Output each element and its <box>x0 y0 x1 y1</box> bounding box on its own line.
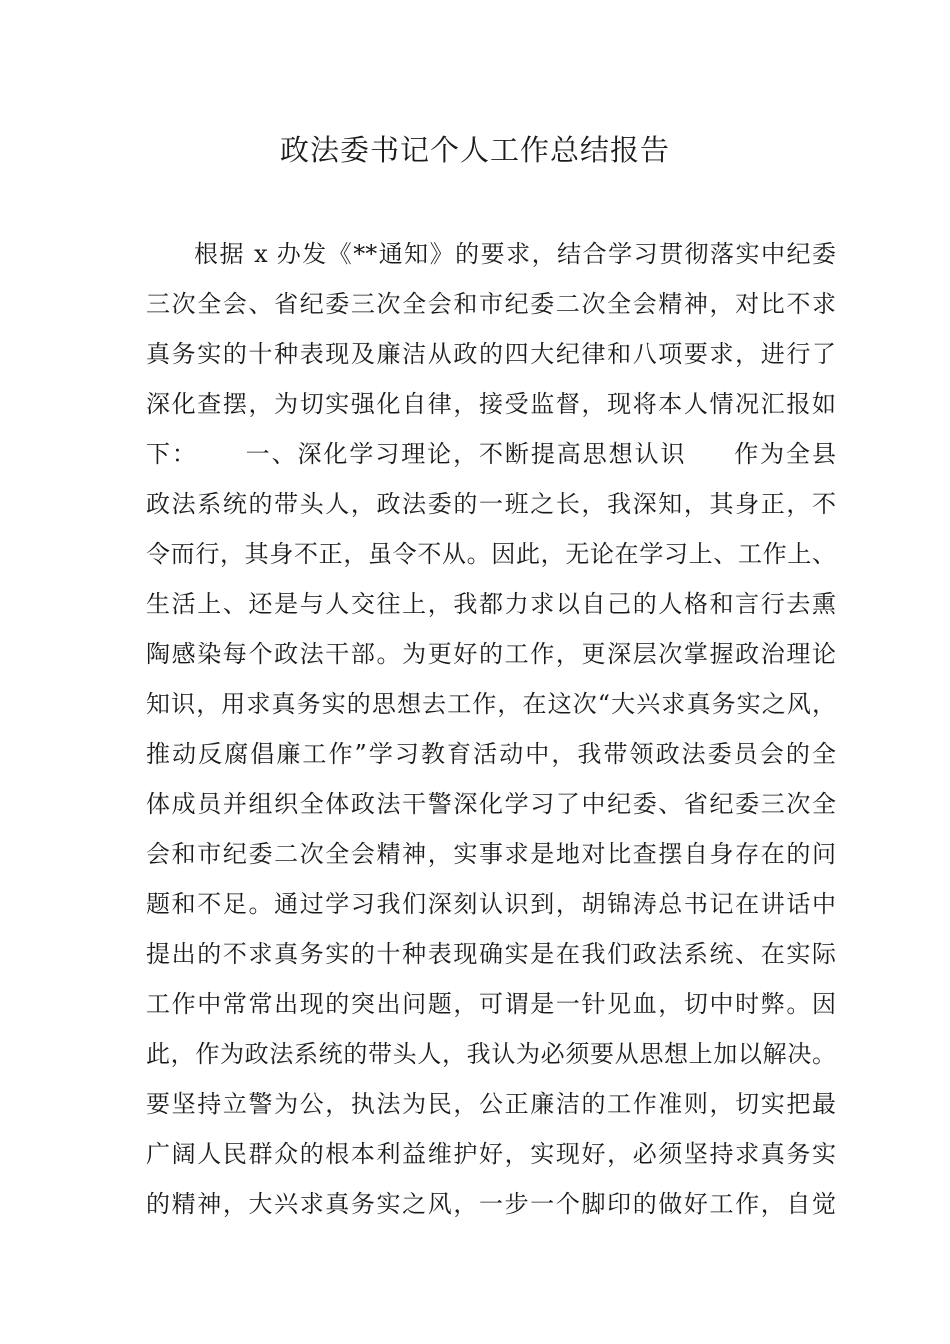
body-line: 真务实的十种表现及廉洁从政的四大纪律和八项要求，进行了 <box>146 340 836 368</box>
body-line: 根据 x 办发《**通知》的要求，结合学习贯彻落实中纪委 <box>194 240 836 268</box>
body-line: 陶感染每个政法干部。为更好的工作，更深层次掌握政治理论 <box>146 640 836 668</box>
body-line: 广阔人民群众的根本利益维护好，实现好，必须坚持求真务实 <box>146 1140 836 1168</box>
body-line: 工作中常常出现的突出问题，可谓是一针见血，切中时弊。因 <box>146 990 836 1018</box>
body-line: 深化查摆，为切实强化自律，接受监督，现将本人情况汇报如 <box>146 390 836 418</box>
body-line: 知识，用求真务实的思想去工作，在这次“大兴求真务实之风， <box>146 690 836 718</box>
body-line: 生活上、还是与人交往上，我都力求以自己的人格和言行去熏 <box>146 590 836 618</box>
body-line: 体成员并组织全体政法干警深化学习了中纪委、省纪委三次全 <box>146 790 836 818</box>
body-line: 要坚持立警为公，执法为民，公正廉洁的工作准则，切实把最 <box>146 1090 836 1118</box>
document-body <box>146 229 836 1229</box>
body-line: 政法系统的带头人，政法委的一班之长，我深知，其身正，不 <box>146 490 836 518</box>
body-line: 三次全会、省纪委三次全会和市纪委二次全会精神，对比不求 <box>146 290 836 318</box>
body-line: 推动反腐倡廉工作”学习教育活动中，我带领政法委员会的全 <box>146 740 836 768</box>
document-title: 政法委书记个人工作总结报告 <box>279 133 670 167</box>
body-line: 此，作为政法系统的带头人，我认为必须要从思想上加以解决。 <box>146 1040 836 1068</box>
body-line: 题和不足。通过学习我们深刻认识到，胡锦涛总书记在讲话中 <box>146 890 836 918</box>
body-line: 下： 一、深化学习理论，不断提高思想认识 作为全县 <box>146 440 836 468</box>
body-line: 提出的不求真务实的十种表现确实是在我们政法系统、在实际 <box>146 940 836 968</box>
body-line: 的精神，大兴求真务实之风，一步一个脚印的做好工作，自觉 <box>146 1190 836 1218</box>
body-line: 令而行，其身不正，虽令不从。因此，无论在学习上、工作上、 <box>146 540 836 568</box>
body-line: 会和市纪委二次全会精神，实事求是地对比查摆自身存在的问 <box>146 840 836 868</box>
